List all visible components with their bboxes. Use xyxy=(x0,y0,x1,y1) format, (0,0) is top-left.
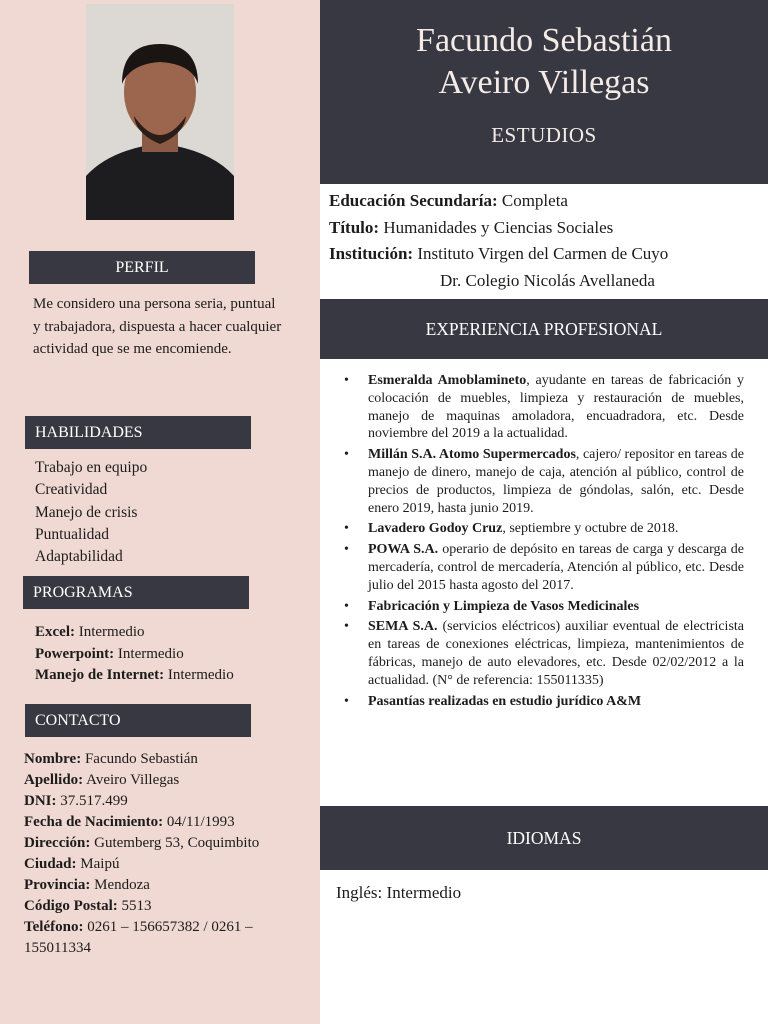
list-item: Excel: Intermedio xyxy=(35,624,145,640)
list-item: Puntualidad xyxy=(35,525,110,543)
person-portrait-icon xyxy=(86,4,234,220)
contact-item: Dirección: Gutemberg 53, Coquimbito xyxy=(24,835,260,851)
contact-item: Fecha de Nacimiento: 04/11/1993 xyxy=(24,814,235,830)
programas-header: PROGRAMAS xyxy=(23,576,249,609)
idioma-item: Inglés: Intermedio xyxy=(336,883,462,902)
experiencia-list xyxy=(344,372,744,713)
name-line-2: Aveiro Villegas xyxy=(438,64,650,101)
habilidades-header: HABILIDADES xyxy=(25,416,251,449)
perfil-header: PERFIL xyxy=(29,251,255,284)
list-item: Trabajo en equipo xyxy=(35,459,148,476)
experience-item: • Fabricación y Limpieza de Vasos Medicinales xyxy=(344,598,744,616)
list-item: Manejo de crisis xyxy=(35,503,138,521)
estudios-header: ESTUDIOS xyxy=(491,123,597,147)
estudios-list xyxy=(329,188,759,294)
experience-item: • Esmeralda Amoblamineto, ayudante en tareas de fabricación y colocación de muebles, limpieza y restauración de muebles, manejo de maquinas amoladora, encuadradora, etc. Desde noviembre del 2019 a la actualidad. xyxy=(344,372,744,443)
name-line-1: Facundo Sebastián xyxy=(416,22,672,59)
experience-item: • SEMA S.A. (servicios eléctricos) auxiliar eventual de electricista en tareas de conexiones eléctricas, limpieza, mantenimientos de fábricas, manejo de auto elevadores, etc. Desde 02/02/2012 a la actualidad. (N° de referencia: 155011335) xyxy=(344,618,744,689)
contact-item: Nombre: Facundo Sebastián xyxy=(24,751,198,767)
estudios-item: Educación Secundaría: Completa xyxy=(329,191,568,210)
perfil-text: Me considero una persona seria, puntual y trabajadora, dispuesta a hacer cualquier actividad que se me encomiende. xyxy=(33,296,282,357)
contacto-list xyxy=(24,749,314,959)
title-block xyxy=(320,0,768,184)
contact-item: Código Postal: 5513 xyxy=(24,898,152,914)
contact-item: Provincia: Mendoza xyxy=(24,877,150,893)
list-item: Adaptabilidad xyxy=(35,548,123,566)
list-item: Manejo de Internet: Intermedio xyxy=(35,667,234,683)
idiomas-header: IDIOMAS xyxy=(320,806,768,870)
experience-item: • POWA S.A. operario de depósito en tareas de carga y descarga de mercadería, control de mercadería, Atención al público, etc. Desde julio del 2015 hasta agosto del 2017. xyxy=(344,541,744,594)
experience-item: • Lavadero Godoy Cruz, septiembre y octubre de 2018. xyxy=(344,520,744,538)
estudios-item: Título: Humanidades y Ciencias Sociales xyxy=(329,217,614,237)
contact-item: Ciudad: Maipú xyxy=(24,856,120,872)
estudios-item: Dr. Colegio Nicolás Avellaneda xyxy=(440,270,655,290)
experience-item: • Pasantías realizadas en estudio jurídico A&M xyxy=(344,693,744,711)
contact-item: DNI: 37.517.499 xyxy=(24,793,128,809)
programas-list xyxy=(35,622,234,687)
contact-item: Apellido: Aveiro Villegas xyxy=(24,772,180,788)
full-name xyxy=(320,20,768,104)
contact-item: Teléfono: 0261 – 156657382 / 0261 – 155011334 xyxy=(24,919,253,956)
habilidades-list xyxy=(35,457,147,568)
contacto-header: CONTACTO xyxy=(25,704,251,737)
profile-photo xyxy=(86,4,234,220)
list-item: Powerpoint: Intermedio xyxy=(35,645,184,662)
experience-item: • Millán S.A. Atomo Supermercados, cajero/ repositor en tareas de manejo de dinero, manejo de caja, atención al público, control de precios de productos, limpieza de góndolas, salón, etc. Desde enero 2019, hasta junio 2019. xyxy=(344,446,744,517)
experiencia-header: EXPERIENCIA PROFESIONAL xyxy=(320,299,768,359)
list-item: Creatividad xyxy=(35,481,108,499)
estudios-item: Institución: Instituto Virgen del Carmen de Cuyo xyxy=(329,244,669,263)
